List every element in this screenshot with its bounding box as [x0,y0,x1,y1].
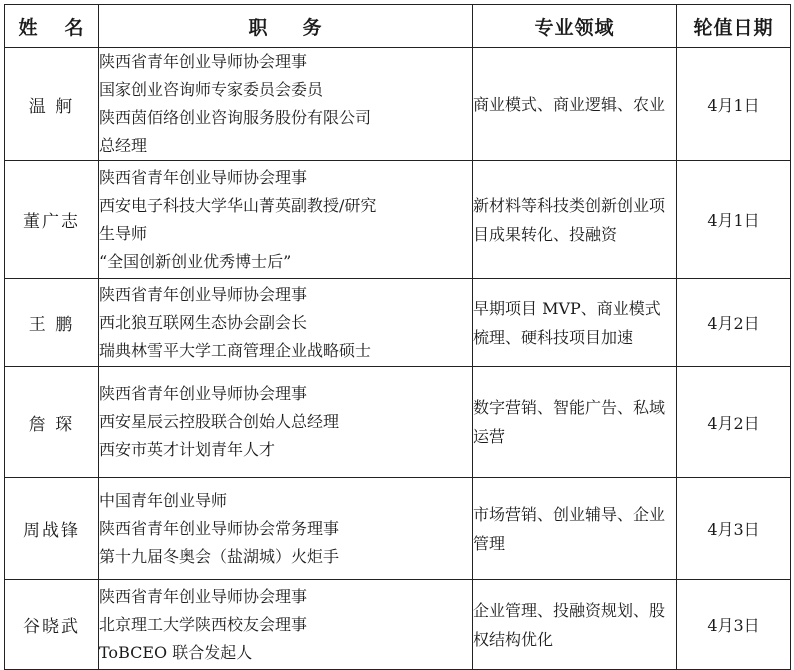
mentor-name: 周战锋 [5,478,99,580]
mentor-titles [99,478,473,580]
mentor-name: 詹 琛 [5,367,99,478]
mentor-titles [99,580,473,670]
title-line: 陕西省青年创业导师协会理事 [99,52,308,71]
title-line: 西安市英才计划青年人才 [99,440,276,459]
mentor-field: 新材料等科技类创新创业项目成果转化、投融资 [473,161,677,279]
table-row [5,279,791,367]
duty-date: 4月2日 [677,279,791,367]
mentor-field: 企业管理、投融资规划、股权结构优化 [473,580,677,670]
header-name: 姓 名 [5,5,99,48]
title-line: 陕西省青年创业导师协会常务理事 [99,518,340,538]
title-line: 总经理 [99,136,148,155]
title-line: 中国青年创业导师 [99,490,228,510]
table-row [5,580,791,670]
title-line: 第十九届冬奥会（盐湖城）火炬手 [99,546,340,566]
title-line: 陕西省青年创业导师协会理事 [99,284,308,304]
table-row [5,48,791,161]
duty-date: 4月1日 [677,48,791,161]
table-row [5,478,791,580]
title-line: 西安电子科技大学华山菁英副教授/研究 [99,195,377,215]
header-row [5,5,791,48]
title-line: 西安星辰云控股联合创始人总经理 [99,412,340,431]
title-line: 陕西茵佰络创业咨询服务股份有限公司 [99,108,372,127]
duty-date: 4月3日 [677,580,791,670]
mentor-schedule-table [4,4,791,670]
mentor-titles [99,367,473,478]
header-field: 专业领域 [473,5,677,48]
duty-date: 4月1日 [677,161,791,279]
header-date: 轮值日期 [677,5,791,48]
mentor-name: 王 鹏 [5,279,99,367]
title-line: “全国创新创业优秀博士后” [99,251,292,271]
mentor-name: 谷晓武 [5,580,99,670]
mentor-field: 商业模式、商业逻辑、农业 [473,48,677,161]
duty-date: 4月2日 [677,367,791,478]
header-title: 职 务 [99,5,473,48]
title-line: 北京理工大学陕西校友会理事 [99,614,308,634]
mentor-field: 市场营销、创业辅导、企业管理 [473,478,677,580]
mentor-field: 数字营销、智能广告、私域运营 [473,367,677,478]
duty-date: 4月3日 [677,478,791,580]
title-line: 西北狼互联网生态协会副会长 [99,312,308,332]
table-row [5,161,791,279]
mentor-titles [99,48,473,161]
table-row [5,367,791,478]
title-line: 陕西省青年创业导师协会理事 [99,586,308,606]
mentor-titles [99,161,473,279]
mentor-titles [99,279,473,367]
title-line: 陕西省青年创业导师协会理事 [99,167,308,187]
title-line: 国家创业咨询师专家委员会委员 [99,80,324,99]
mentor-field: 早期项目 MVP、商业模式梳理、硬科技项目加速 [473,279,677,367]
title-line: 生导师 [99,223,148,243]
title-line: 瑞典林雪平大学工商管理企业战略硕士 [99,340,372,360]
title-line: 陕西省青年创业导师协会理事 [99,384,308,403]
title-line: ToBCEO 联合发起人 [99,642,253,662]
mentor-name: 董广志 [5,161,99,279]
mentor-name: 温 舸 [5,48,99,161]
